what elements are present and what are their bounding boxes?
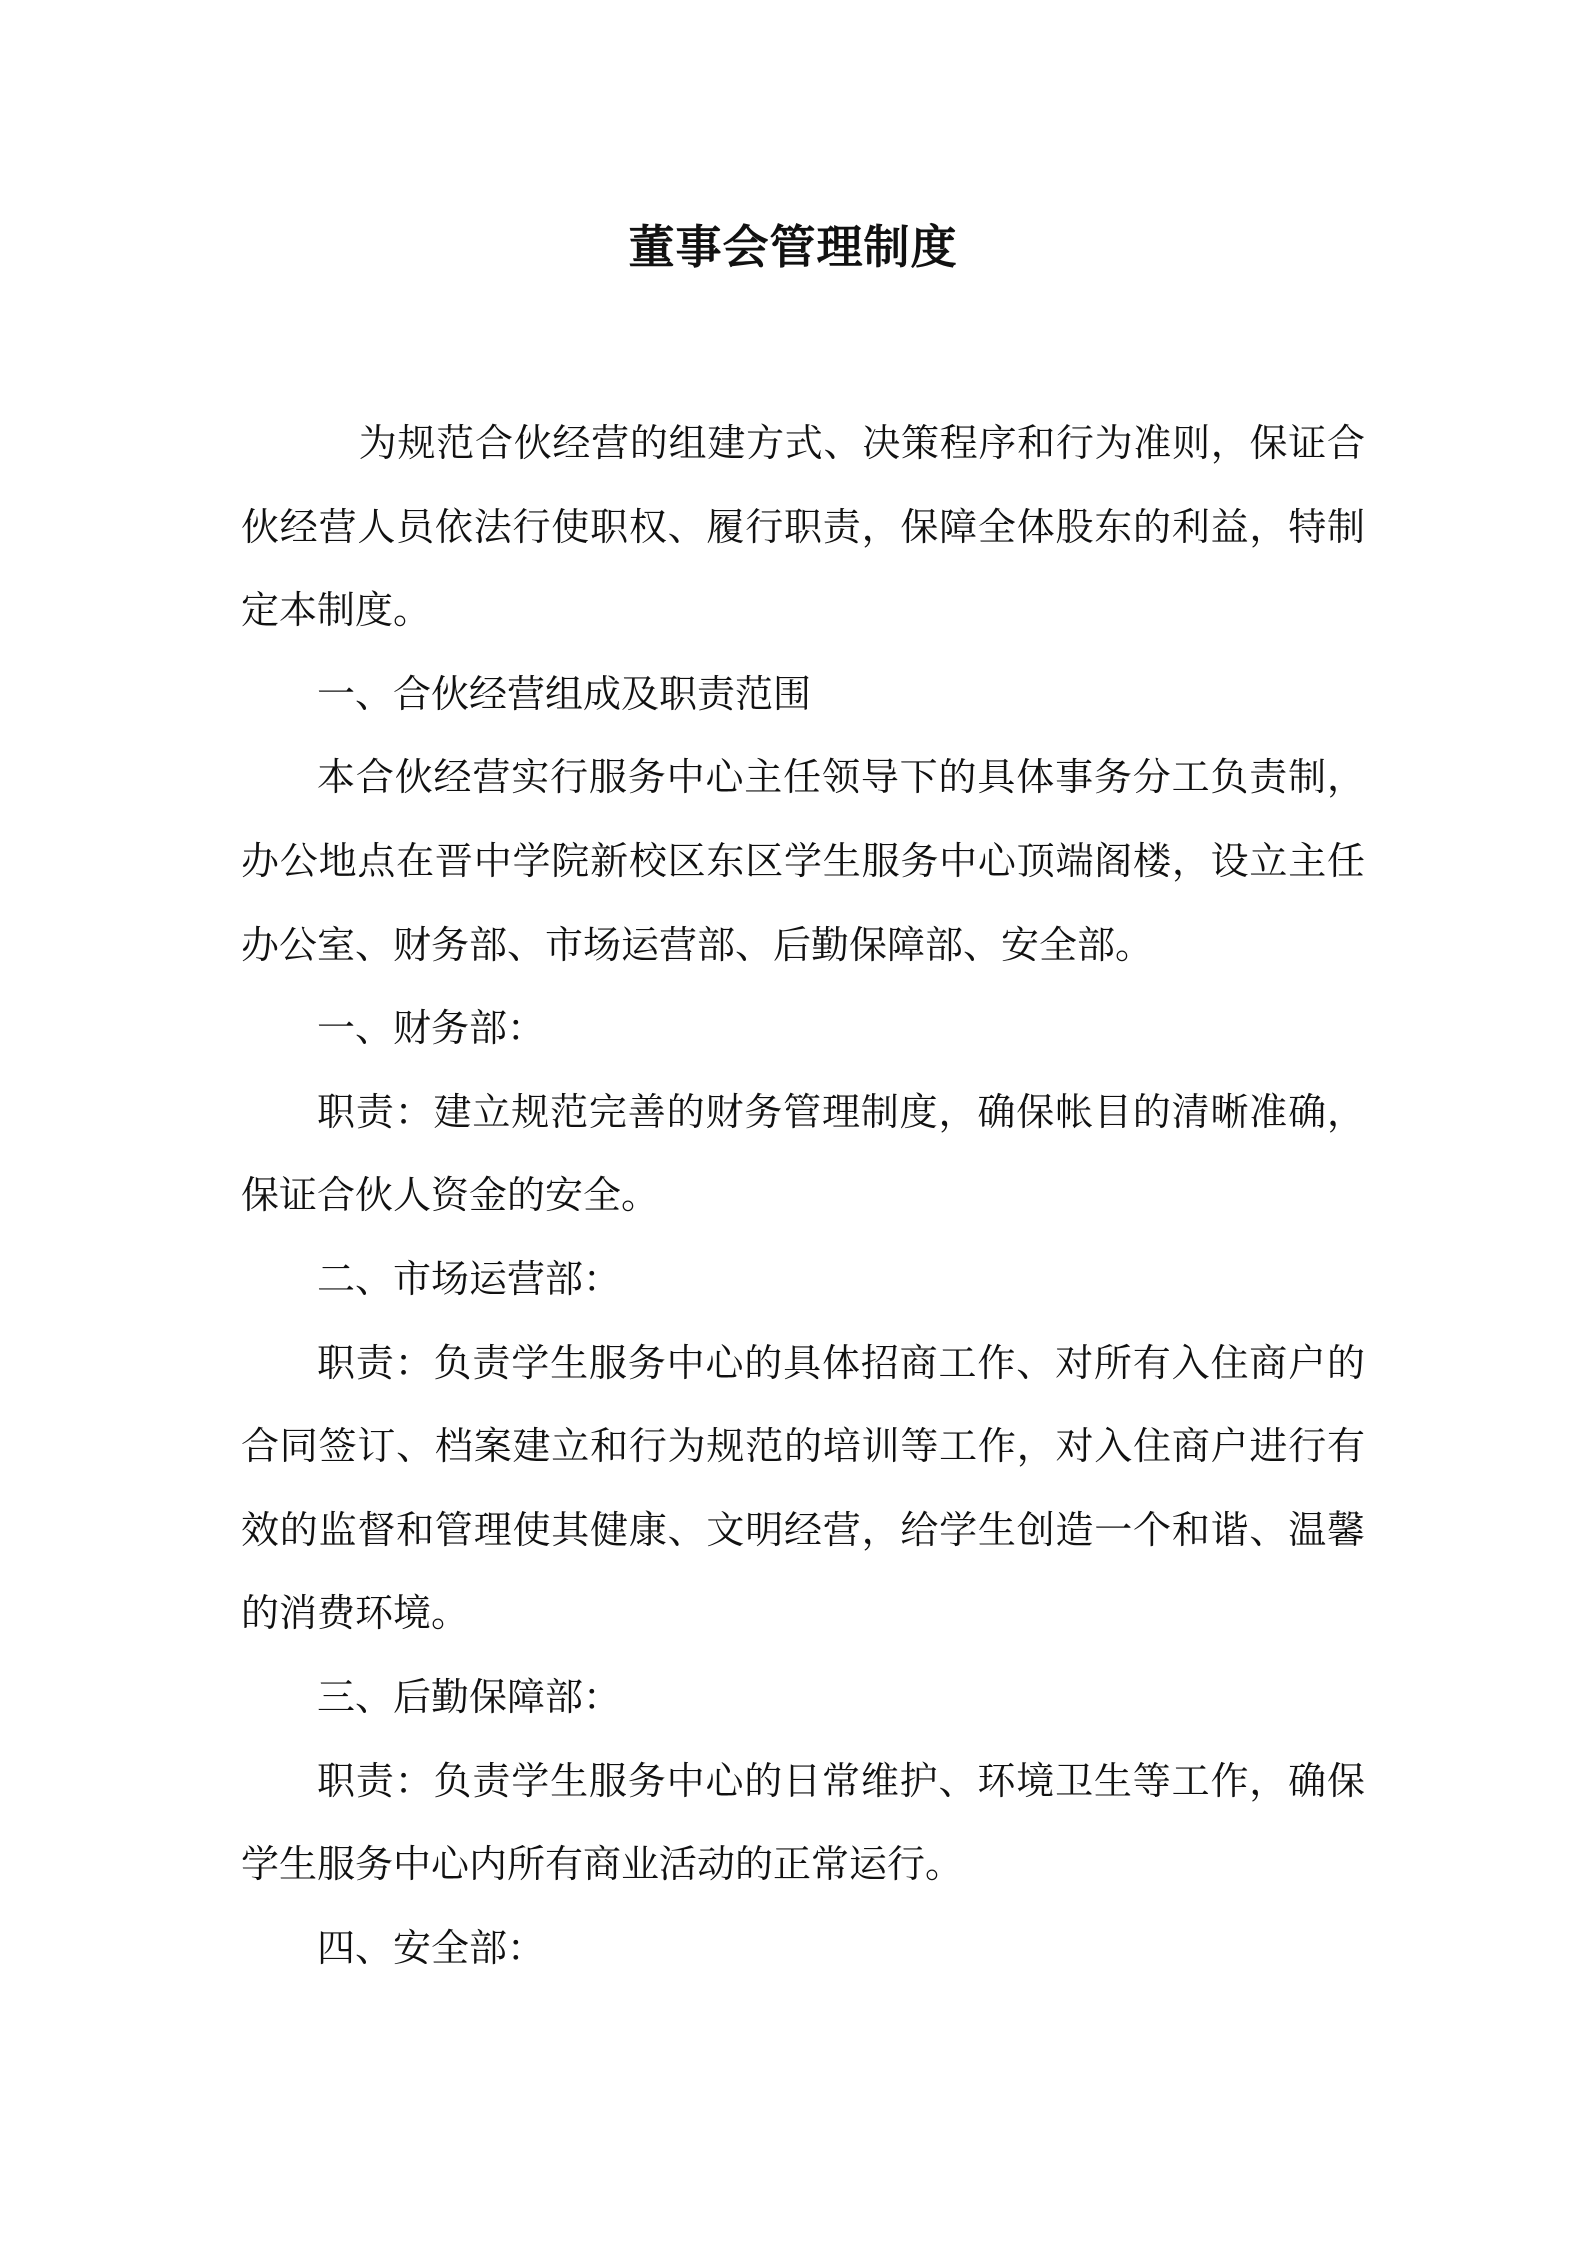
document-title: 董事会管理制度 [628,220,958,274]
document-body [241,402,1365,1990]
organization-paragraph: 本合伙经营实行服务中心主任领导下的具体事务分工负责制，办公地点在晋中学院新校区东区学生服务中心顶端阁楼，设立主任办公室、财务部、市场运营部、后勤保障部、安全部。 [241,755,1365,967]
logistics-duties-paragraph: 职责：负责学生服务中心的日常维护、环境卫生等工作，确保学生服务中心内所有商业活动的正常运行。 [241,1758,1365,1887]
section-heading-security: 四、安全部： [317,1925,546,1970]
marketing-duties-paragraph: 职责：负责学生服务中心的具体招商工作、对所有入住商户的合同签订、档案建立和行为规范的培训等工作，对入住商户进行有效的监督和管理使其健康、文明经营，给学生创造一个和谐、温馨的消费环境。 [241,1340,1365,1636]
section-heading-organization: 一、合伙经营组成及职责范围 [317,671,812,716]
finance-duties-paragraph: 职责：建立规范完善的财务管理制度，确保帐目的清晰准确，保证合伙人资金的安全。 [241,1089,1365,1218]
section-heading-finance: 一、财务部： [317,1006,546,1051]
section-heading-marketing: 二、市场运营部： [317,1256,622,1301]
section-heading-logistics: 三、后勤保障部： [317,1674,622,1719]
intro-paragraph: 为规范合伙经营的组建方式、决策程序和行为准则，保证合伙经营人员依法行使职权、履行职责，保障全体股东的利益，特制定本制度。 [241,421,1365,633]
